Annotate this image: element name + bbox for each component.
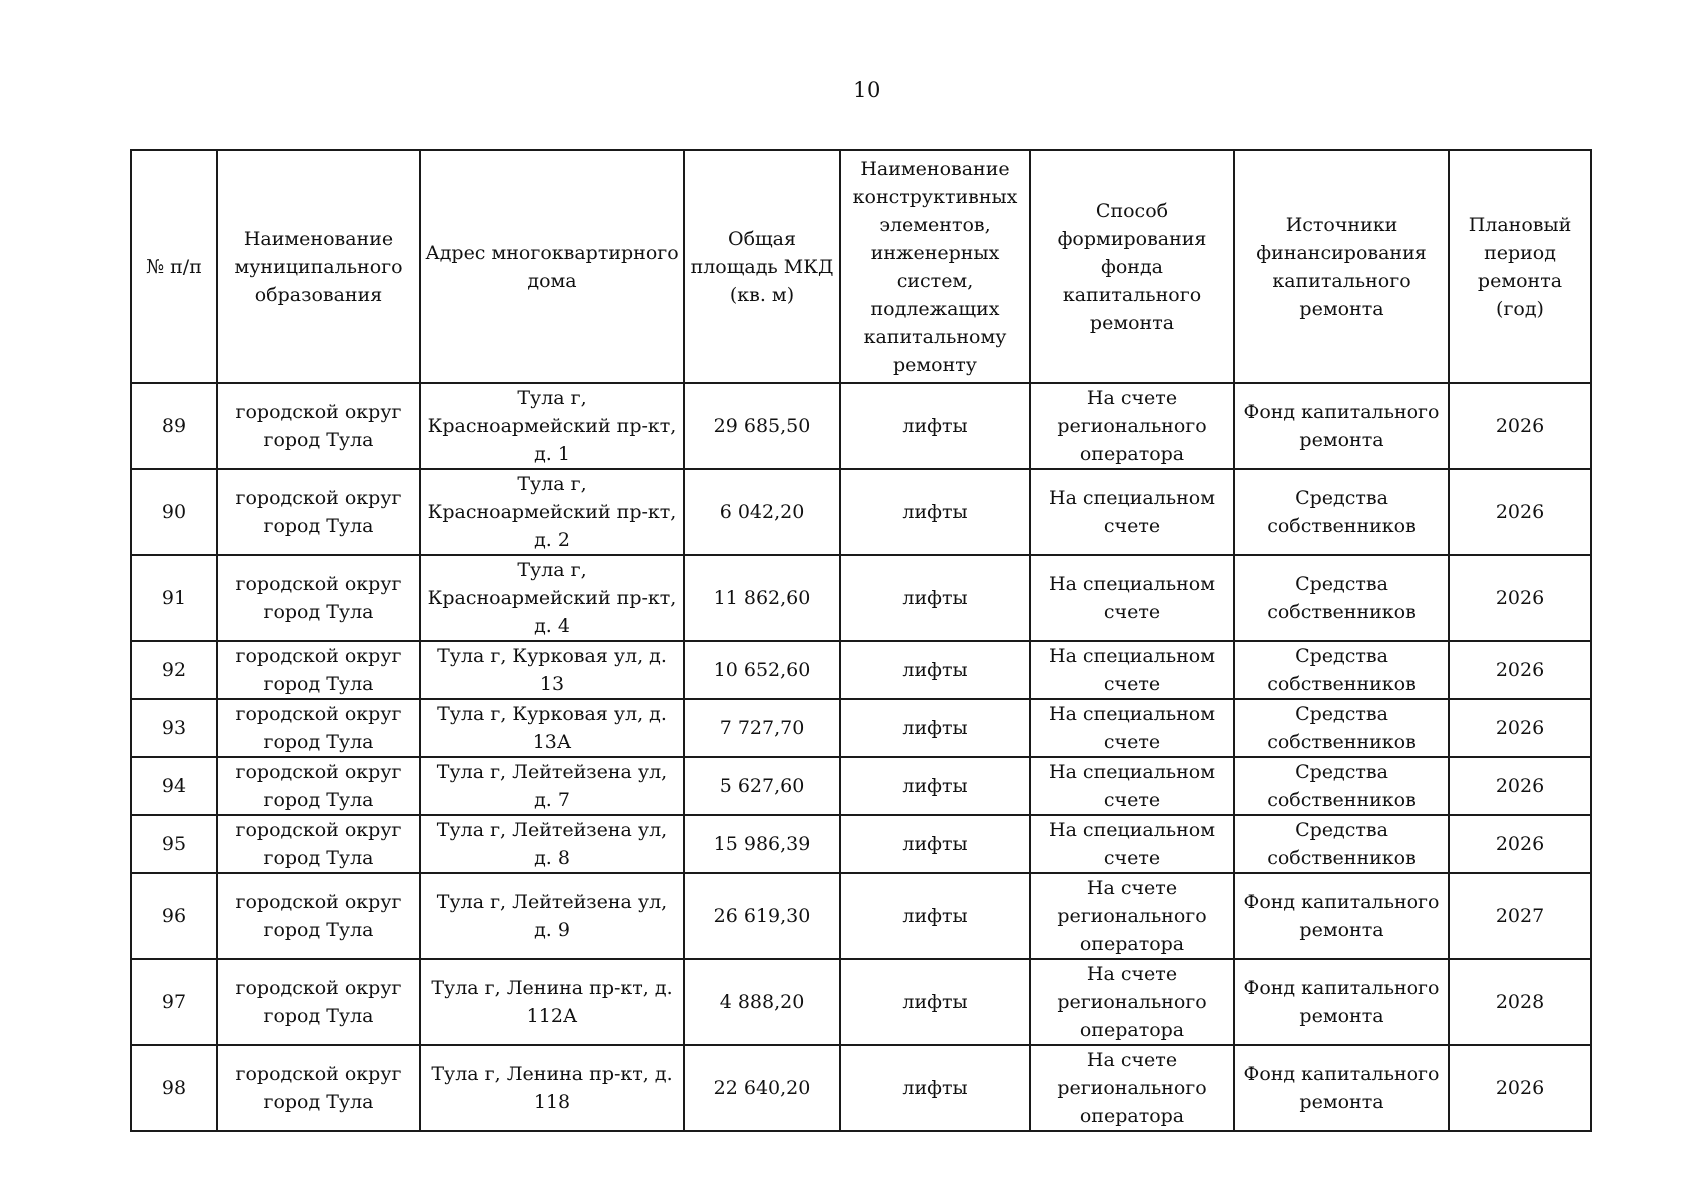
table-row — [131, 641, 1591, 699]
cell-area: 6 042,20 — [684, 469, 840, 555]
cell-financing: Средства собственников — [1234, 699, 1449, 757]
header-area: Общая площадь МКД (кв. м) — [684, 150, 840, 383]
cell-municipality: городской округ город Тула — [217, 469, 420, 555]
header-fund-method: Способ формирования фонда капитального ремонта — [1030, 150, 1234, 383]
cell-area: 7 727,70 — [684, 699, 840, 757]
cell-fund-method: На специальном счете — [1030, 815, 1234, 873]
header-row — [131, 150, 1591, 383]
header-num: № п/п — [131, 150, 217, 383]
cell-year: 2026 — [1449, 555, 1591, 641]
cell-area: 4 888,20 — [684, 959, 840, 1045]
cell-year: 2028 — [1449, 959, 1591, 1045]
table-row — [131, 699, 1591, 757]
cell-num: 93 — [131, 699, 217, 757]
cell-municipality: городской округ город Тула — [217, 873, 420, 959]
cell-address: Тула г, Лейтейзена ул, д. 7 — [420, 757, 684, 815]
repair-program-table — [130, 149, 1592, 1132]
cell-num: 90 — [131, 469, 217, 555]
cell-year: 2027 — [1449, 873, 1591, 959]
table-row — [131, 383, 1591, 469]
table-row — [131, 959, 1591, 1045]
cell-fund-method: На счете регионального оператора — [1030, 1045, 1234, 1131]
cell-area: 11 862,60 — [684, 555, 840, 641]
page-number: 10 — [853, 78, 881, 102]
cell-year: 2026 — [1449, 757, 1591, 815]
table-row — [131, 555, 1591, 641]
cell-num: 95 — [131, 815, 217, 873]
header-elements: Наименование конструктивных элементов, инженерных систем, подлежащих капитальному ремонту — [840, 150, 1030, 383]
cell-area: 5 627,60 — [684, 757, 840, 815]
cell-elements: лифты — [840, 469, 1030, 555]
cell-elements: лифты — [840, 555, 1030, 641]
cell-year: 2026 — [1449, 1045, 1591, 1131]
table-body — [131, 383, 1591, 1131]
cell-financing: Фонд капитального ремонта — [1234, 383, 1449, 469]
cell-year: 2026 — [1449, 383, 1591, 469]
cell-municipality: городской округ город Тула — [217, 641, 420, 699]
table-header — [131, 150, 1591, 383]
cell-fund-method: На счете регионального оператора — [1030, 873, 1234, 959]
cell-fund-method: На специальном счете — [1030, 555, 1234, 641]
cell-num: 89 — [131, 383, 217, 469]
cell-address: Тула г, Красноармейский пр-кт, д. 2 — [420, 469, 684, 555]
cell-area: 22 640,20 — [684, 1045, 840, 1131]
cell-elements: лифты — [840, 383, 1030, 469]
cell-fund-method: На специальном счете — [1030, 641, 1234, 699]
cell-address: Тула г, Лейтейзена ул, д. 9 — [420, 873, 684, 959]
cell-financing: Средства собственников — [1234, 815, 1449, 873]
cell-elements: лифты — [840, 873, 1030, 959]
header-municipality: Наименование муниципального образования — [217, 150, 420, 383]
cell-municipality: городской округ город Тула — [217, 959, 420, 1045]
table-row — [131, 1045, 1591, 1131]
cell-num: 96 — [131, 873, 217, 959]
table-row — [131, 873, 1591, 959]
cell-area: 29 685,50 — [684, 383, 840, 469]
cell-year: 2026 — [1449, 641, 1591, 699]
cell-address: Тула г, Красноармейский пр-кт, д. 4 — [420, 555, 684, 641]
cell-municipality: городской округ город Тула — [217, 1045, 420, 1131]
cell-num: 91 — [131, 555, 217, 641]
table-row — [131, 469, 1591, 555]
cell-financing: Средства собственников — [1234, 641, 1449, 699]
cell-area: 26 619,30 — [684, 873, 840, 959]
cell-address: Тула г, Лейтейзена ул, д. 8 — [420, 815, 684, 873]
cell-elements: лифты — [840, 699, 1030, 757]
cell-municipality: городской округ город Тула — [217, 699, 420, 757]
table-row — [131, 815, 1591, 873]
cell-address: Тула г, Ленина пр-кт, д. 112А — [420, 959, 684, 1045]
cell-address: Тула г, Красноармейский пр-кт, д. 1 — [420, 383, 684, 469]
cell-year: 2026 — [1449, 815, 1591, 873]
cell-financing: Средства собственников — [1234, 555, 1449, 641]
cell-municipality: городской округ город Тула — [217, 383, 420, 469]
cell-fund-method: На специальном счете — [1030, 699, 1234, 757]
cell-address: Тула г, Курковая ул, д. 13 — [420, 641, 684, 699]
cell-municipality: городской округ город Тула — [217, 757, 420, 815]
cell-elements: лифты — [840, 815, 1030, 873]
cell-financing: Средства собственников — [1234, 757, 1449, 815]
cell-num: 92 — [131, 641, 217, 699]
cell-fund-method: На специальном счете — [1030, 757, 1234, 815]
cell-elements: лифты — [840, 1045, 1030, 1131]
table-row — [131, 757, 1591, 815]
header-address: Адрес многоквартирного дома — [420, 150, 684, 383]
cell-num: 94 — [131, 757, 217, 815]
cell-elements: лифты — [840, 641, 1030, 699]
cell-fund-method: На счете регионального оператора — [1030, 959, 1234, 1045]
cell-num: 97 — [131, 959, 217, 1045]
cell-num: 98 — [131, 1045, 217, 1131]
cell-municipality: городской округ город Тула — [217, 555, 420, 641]
cell-elements: лифты — [840, 757, 1030, 815]
cell-elements: лифты — [840, 959, 1030, 1045]
cell-fund-method: На специальном счете — [1030, 469, 1234, 555]
cell-fund-method: На счете регионального оператора — [1030, 383, 1234, 469]
cell-area: 15 986,39 — [684, 815, 840, 873]
cell-municipality: городской округ город Тула — [217, 815, 420, 873]
header-year: Плановый период ремонта (год) — [1449, 150, 1591, 383]
cell-area: 10 652,60 — [684, 641, 840, 699]
cell-address: Тула г, Курковая ул, д. 13А — [420, 699, 684, 757]
header-financing: Источники финансирования капитального ремонта — [1234, 150, 1449, 383]
cell-financing: Средства собственников — [1234, 469, 1449, 555]
cell-year: 2026 — [1449, 699, 1591, 757]
cell-financing: Фонд капитального ремонта — [1234, 959, 1449, 1045]
cell-financing: Фонд капитального ремонта — [1234, 1045, 1449, 1131]
cell-address: Тула г, Ленина пр-кт, д. 118 — [420, 1045, 684, 1131]
cell-year: 2026 — [1449, 469, 1591, 555]
cell-financing: Фонд капитального ремонта — [1234, 873, 1449, 959]
